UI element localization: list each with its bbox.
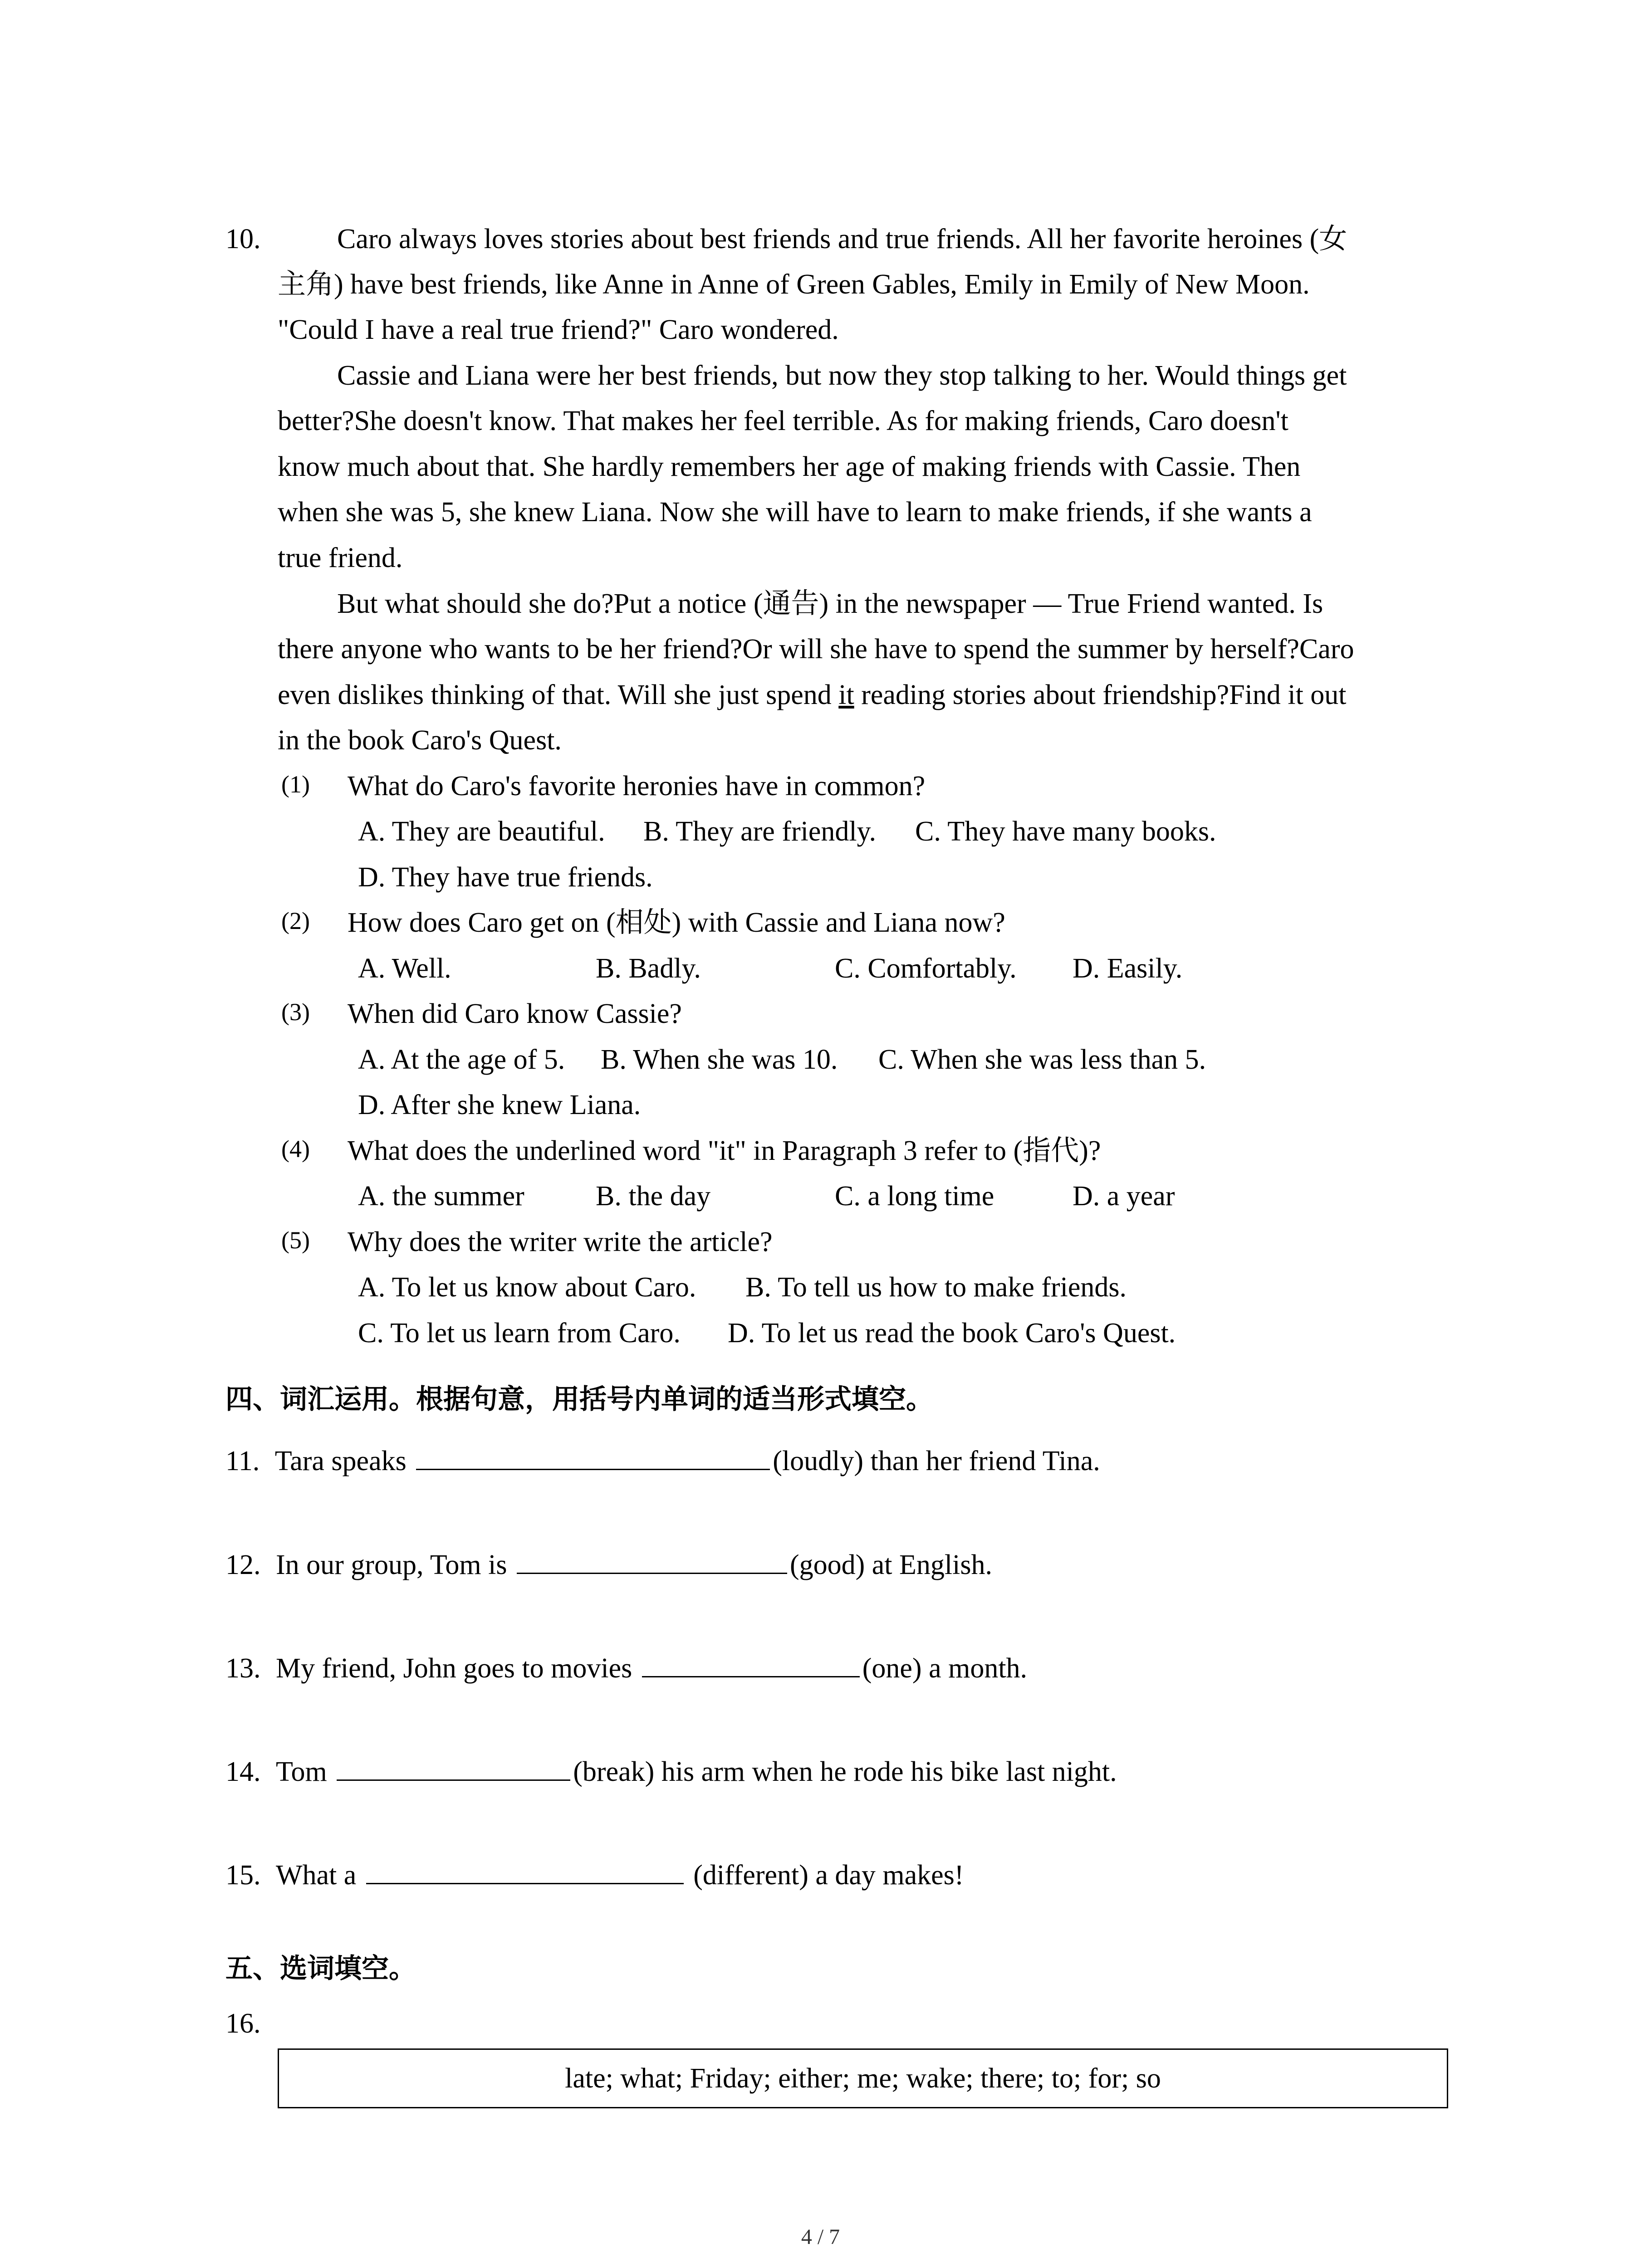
option: A. They are beautiful. <box>358 816 605 847</box>
page-number: 4 / 7 <box>801 2225 840 2249</box>
option: C. Comfortably. <box>835 953 1017 984</box>
item-text: What a <box>276 1860 357 1891</box>
word-bank-box <box>278 2048 1448 2108</box>
option: D. Easily. <box>1073 953 1183 984</box>
sub-question-stem: What do Caro's favorite heronies have in common? <box>348 771 926 802</box>
sub-question-number: (4) <box>281 1135 310 1163</box>
option: A. the summer <box>358 1181 524 1212</box>
sub-question-number: (2) <box>281 907 310 934</box>
passage-line: know much about that. She hardly remembers her age of making friends with Cassie. Then <box>278 451 1301 482</box>
section-heading: 五、选词填空。 <box>225 1954 416 1984</box>
sub-question-stem: When did Caro know Cassie? <box>348 998 682 1029</box>
option: B. They are friendly. <box>643 816 877 847</box>
passage-line: "Could I have a real true friend?" Caro wondered. <box>278 314 839 345</box>
question-number: 16. <box>225 2008 261 2039</box>
sub-question-number: (3) <box>281 998 310 1026</box>
item-text: Tara speaks <box>274 1446 407 1476</box>
passage-text: even dislikes thinking of that. Will she just spend <box>278 679 839 710</box>
item-text: (one) a month. <box>862 1653 1028 1684</box>
answer-blank[interactable] <box>517 1546 787 1574</box>
passage-line: better?She doesn't know. That makes her feel terrible. As for making friends, Caro doesn't <box>278 406 1288 436</box>
passage-line: But what should she do?Put a notice (通告) in the newspaper — True Friend wanted. Is <box>337 588 1323 619</box>
fill-item <box>225 1650 1027 1682</box>
sub-question-number: (1) <box>281 771 310 798</box>
fill-item <box>225 1857 964 1889</box>
answer-blank[interactable] <box>366 1857 684 1884</box>
item-text: (good) at English. <box>789 1549 992 1580</box>
section-heading: 四、词汇运用。根据句意，用括号内单词的适当形式填空。 <box>225 1384 933 1414</box>
passage-line: there anyone who wants to be her friend?Or will she have to spend the summer by herself?Caro <box>278 634 1354 665</box>
sub-question-stem: Why does the writer write the article? <box>348 1227 773 1257</box>
option: B. Badly. <box>596 953 701 984</box>
option: D. To let us read the book Caro's Quest. <box>728 1318 1176 1349</box>
answer-blank[interactable] <box>416 1442 770 1470</box>
item-text: My friend, John goes to movies <box>276 1653 632 1684</box>
option: C. When she was less than 5. <box>878 1044 1206 1075</box>
answer-blank[interactable] <box>337 1753 570 1781</box>
fill-item <box>225 1546 992 1579</box>
passage-line <box>278 681 1347 709</box>
fill-item <box>225 1753 1117 1786</box>
passage-line: 主角) have best friends, like Anne in Anne of Green Gables, Emily in Emily of New Moon. <box>278 269 1310 300</box>
item-number: 11. <box>225 1446 260 1476</box>
item-text: (different) a day makes! <box>686 1860 964 1891</box>
item-text: In our group, Tom is <box>276 1549 507 1580</box>
option: D. After she knew Liana. <box>358 1090 641 1120</box>
item-text: (loudly) than her friend Tina. <box>773 1446 1100 1476</box>
passage-line: true friend. <box>278 543 403 573</box>
option: D. They have true friends. <box>358 862 653 893</box>
passage-text: reading stories about friendship?Find it out <box>854 679 1347 710</box>
option: B. the day <box>596 1181 711 1212</box>
sub-question-number: (5) <box>281 1227 310 1254</box>
item-number: 13. <box>225 1653 261 1684</box>
option: C. a long time <box>835 1181 994 1212</box>
option: A. To let us know about Caro. <box>358 1272 696 1303</box>
word-bank-text: late; what; Friday; either; me; wake; there; to; for; so <box>565 2063 1161 2094</box>
passage-line: Caro always loves stories about best friends and true friends. All her favorite heroines (女 <box>337 224 1347 254</box>
answer-blank[interactable] <box>642 1650 860 1677</box>
underlined-word: it <box>838 679 854 710</box>
question-number: 10. <box>225 224 261 254</box>
passage-line: when she was 5, she knew Liana. Now she will have to learn to make friends, if she wants a <box>278 497 1312 528</box>
item-text: (break) his arm when he rode his bike last night. <box>573 1756 1117 1787</box>
option: B. To tell us how to make friends. <box>745 1272 1127 1303</box>
option: D. a year <box>1073 1181 1175 1212</box>
item-number: 14. <box>225 1756 261 1787</box>
fill-item <box>225 1442 1100 1475</box>
option: B. When she was 10. <box>601 1044 838 1075</box>
sub-question-stem: How does Caro get on (相处) with Cassie and Liana now? <box>348 907 1005 938</box>
passage-line: Cassie and Liana were her best friends, but now they stop talking to her. Would things get <box>337 360 1347 391</box>
option: C. To let us learn from Caro. <box>358 1318 681 1349</box>
item-number: 12. <box>225 1549 261 1580</box>
passage-line: in the book Caro's Quest. <box>278 725 562 756</box>
option: A. At the age of 5. <box>358 1044 565 1075</box>
sub-question-stem: What does the underlined word "it" in Paragraph 3 refer to (指代)? <box>348 1135 1101 1166</box>
item-number: 15. <box>225 1860 261 1891</box>
option: C. They have many books. <box>915 816 1216 847</box>
item-text: Tom <box>276 1756 327 1787</box>
option: A. Well. <box>358 953 451 984</box>
